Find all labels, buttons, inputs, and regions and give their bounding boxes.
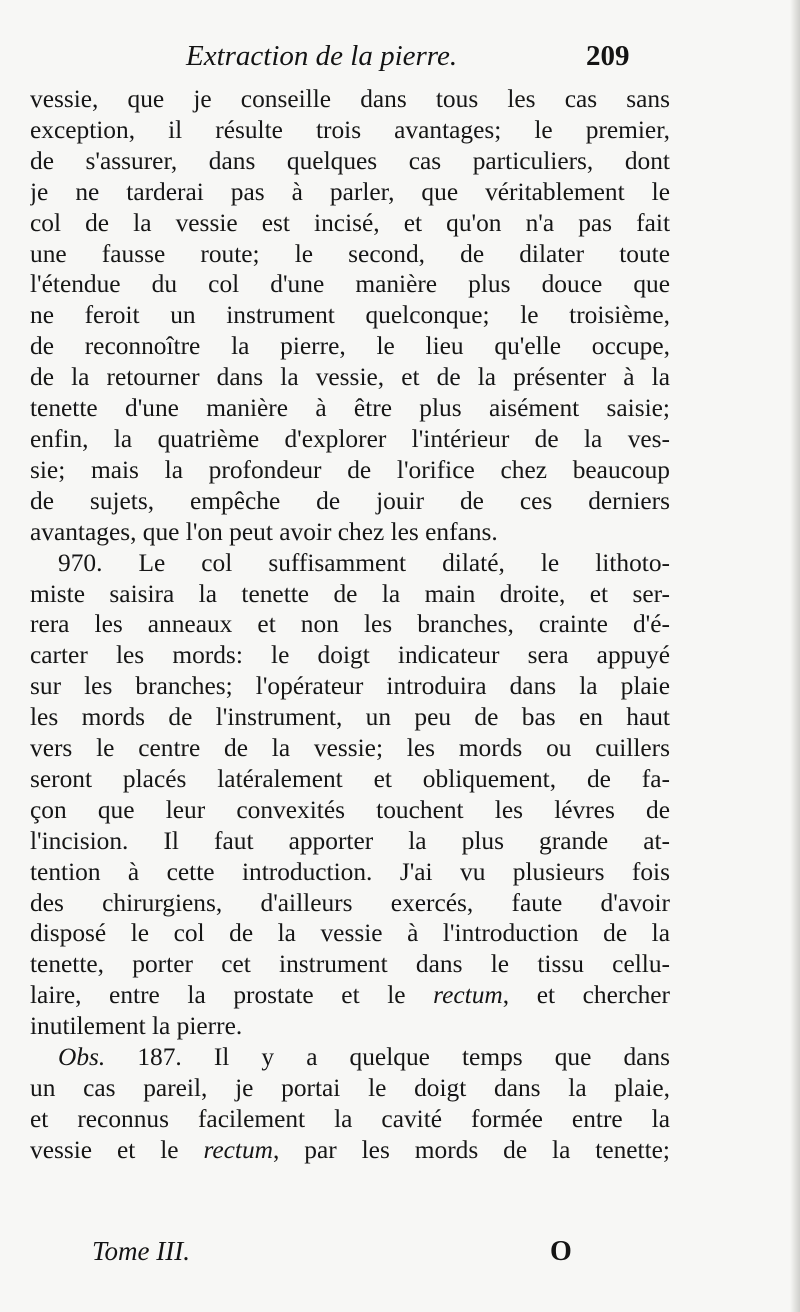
text-line: l'incision. Il faut apporter la plus grande at- bbox=[30, 826, 670, 855]
text-line: vessie, que je conseille dans tous les cas sans bbox=[30, 85, 670, 113]
text-line: vers le centre de la vessie; les mords ou cuillers bbox=[30, 734, 670, 763]
text-line: enfin, la quatrième d'explorer l'intérieur de la ves- bbox=[30, 424, 670, 453]
body-text bbox=[30, 84, 670, 1166]
paragraph-end-line: avantages, que l'on peut avoir chez les enfans. bbox=[30, 517, 498, 546]
text-line: exception, il résulte trois avantages; le premier, bbox=[30, 115, 670, 144]
text-line: rera les anneaux et non les branches, crainte d'é- bbox=[30, 610, 670, 639]
text-line: laire, entre la prostate et le rectum, et chercher bbox=[30, 981, 670, 1010]
text-line: et reconnus facilement la cavité formée entre la bbox=[30, 1104, 670, 1133]
page-number: 209 bbox=[586, 40, 630, 72]
text-line: je ne tarderai pas à parler, que véritablement le bbox=[30, 177, 670, 206]
text-line: les mords de l'instrument, un peu de bas en haut bbox=[30, 703, 670, 732]
running-head: Extraction de la pierre. bbox=[186, 40, 458, 72]
text-line: de la retourner dans la vessie, et de la présenter à la bbox=[30, 363, 670, 392]
text-line: une fausse route; le second, de dilater toute bbox=[30, 239, 670, 268]
text-line: un cas pareil, je portai le doigt dans la plaie, bbox=[30, 1074, 670, 1102]
text-line: de sujets, empêche de jouir de ces derniers bbox=[30, 486, 670, 515]
paragraph-end-line: inutilement la pierre. bbox=[30, 1012, 243, 1041]
volume-label: Tome III. bbox=[92, 1236, 190, 1266]
page-edge-shadow bbox=[790, 0, 800, 1312]
text-line: tention à cette introduction. J'ai vu plusieurs fois bbox=[30, 857, 670, 886]
italic-word: rectum bbox=[433, 981, 503, 1010]
text-line: col de la vessie est incisé, et qu'on n'a pas fait bbox=[30, 208, 670, 237]
text-line: sur les branches; l'opérateur introduira dans la plaie bbox=[30, 672, 670, 701]
text-line: des chirurgiens, d'ailleurs exercés, faute d'avoir bbox=[30, 888, 670, 917]
page-header bbox=[0, 40, 800, 80]
text-line: sie; mais la profondeur de l'orifice chez beaucoup bbox=[30, 455, 670, 484]
text-line: carter les mords: le doigt indicateur sera appuyé bbox=[30, 641, 670, 670]
text-line: tenette, porter cet instrument dans le tissu cellu- bbox=[30, 950, 670, 979]
paragraph-970-first-line: 970. Le col suffisamment dilaté, le lithoto- bbox=[58, 548, 670, 577]
text-line: l'étendue du col d'une manière plus douce que bbox=[30, 270, 670, 299]
text-line: tenette d'une manière à être plus aisément saisie; bbox=[30, 394, 670, 423]
text-line: çon que leur convexités touchent les lévres de bbox=[30, 795, 670, 824]
text-line: disposé le col de la vessie à l'introduction de la bbox=[30, 919, 670, 948]
obs-label: Obs. bbox=[58, 1043, 106, 1072]
text-line: miste saisira la tenette de la main droite, et ser- bbox=[30, 579, 670, 608]
text-line: de s'assurer, dans quelques cas particuliers, dont bbox=[30, 146, 670, 175]
text-line: ne feroit un instrument quelconque; le troisième, bbox=[30, 301, 670, 330]
italic-word: rectum bbox=[203, 1135, 274, 1164]
signature-mark: O bbox=[550, 1236, 572, 1267]
text-line: seront placés latéralement et obliquement, de fa- bbox=[30, 764, 670, 793]
page-footer bbox=[0, 1236, 800, 1276]
text-line: vessie et le rectum, par les mords de la tenette; bbox=[30, 1135, 670, 1164]
text-line: de reconnoître la pierre, le lieu qu'elle occupe, bbox=[30, 332, 670, 361]
observation-187-first-line: Obs. 187. Il y a quelque temps que dans bbox=[58, 1043, 670, 1072]
